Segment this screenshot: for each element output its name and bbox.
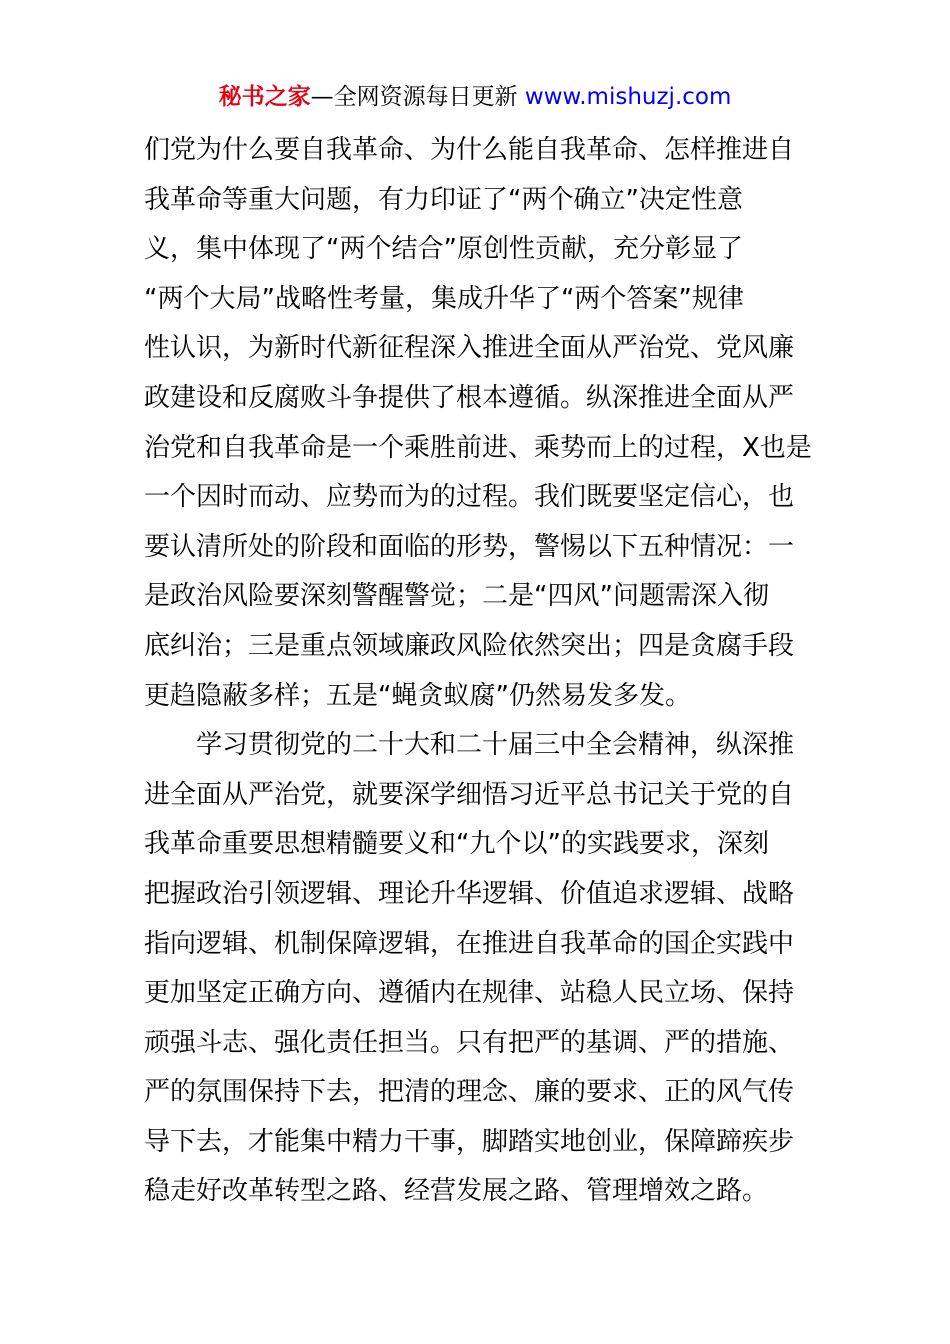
text-line: 把握政治引领逻辑、理论升华逻辑、价值追求逻辑、战略 — [144, 878, 795, 909]
text-line: 导下去，才能集中精力干事，脚踏实地创业，保障蹄疾步 — [144, 1126, 795, 1157]
text-line: 我革命重要思想精髓要义和“九个以”的实践要求，深刻 — [144, 829, 769, 860]
text-line: 义，集中体现了“两个结合”原创性贡献，充分彰显了 — [144, 234, 743, 265]
website-link[interactable]: www.mishuzj.com — [524, 84, 732, 110]
text-line: 是政治风险要深刻警醒警觉；二是“四风”问题需深入彻 — [144, 581, 769, 612]
text-line: 政建设和反腐败斗争提供了根本遵循。纵深推进全面从严 — [144, 382, 795, 413]
text-line: 稳走好改革转型之路、经营发展之路、管理增效之路。 — [144, 1176, 769, 1207]
text-line: 一个因时而动、应势而为的过程。我们既要坚定信心，也 — [144, 482, 795, 513]
text-line: 指向逻辑、机制保障逻辑，在推进自我革命的国企实践中 — [144, 928, 795, 959]
document-body — [144, 126, 814, 1217]
text-line: 顽强斗志、强化责任担当。只有把严的基调、严的措施、 — [144, 1027, 795, 1058]
text-line: 治党和自我革命是一个乘胜前进、乘势而上的过程，X也是 — [144, 432, 812, 463]
paragraph-2 — [144, 721, 814, 1217]
text-line: 更趋隐蔽多样；五是“蝇贪蚁腐”仍然易发多发。 — [144, 680, 691, 711]
text-line: 更加坚定正确方向、遵循内在规律、站稳人民立场、保持 — [144, 978, 795, 1009]
text-line: 严的氛围保持下去，把清的理念、廉的要求、正的风气传 — [144, 1077, 795, 1108]
text-line: 底纠治；三是重点领域廉政风险依然突出；四是贪腐手段 — [144, 630, 795, 661]
text-line: 进全面从严治党，就要深学细悟习近平总书记关于党的自 — [144, 779, 795, 810]
paragraph-1 — [144, 126, 814, 721]
text-line: “两个大局”战略性考量，集成升华了“两个答案”规律 — [144, 283, 744, 314]
text-line: 学习贯彻党的二十大和二十届三中全会精神，纵深推 — [196, 730, 795, 761]
text-line: 我革命等重大问题，有力印证了“两个确立”决定性意 — [144, 184, 743, 215]
brand-name: 秘书之家 — [218, 84, 311, 110]
text-line: 要认清所处的阶段和面临的形势，警惕以下五种情况：一 — [144, 531, 795, 562]
text-line: 们党为什么要自我革命、为什么能自我革命、怎样推进自 — [144, 135, 795, 165]
page-header — [0, 80, 950, 114]
header-tagline: —全网资源每日更新 — [310, 84, 525, 110]
text-line: 性认识，为新时代新征程深入推进全面从严治党、党风廉 — [144, 333, 795, 364]
